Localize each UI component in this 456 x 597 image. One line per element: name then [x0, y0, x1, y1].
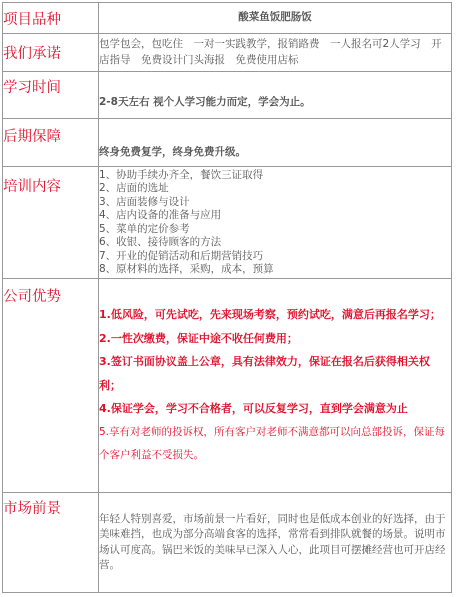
row-after [3, 119, 452, 167]
row-advantage [3, 279, 452, 493]
row-market [3, 493, 452, 593]
label-time: 学习时间 [3, 72, 99, 119]
advantage-item: 2.一性次缴费，保证中途不收任何费用； [99, 331, 298, 345]
row-time [3, 72, 452, 119]
train-item: 4、店内设备的准备与应用 [99, 209, 222, 221]
advantage-item: 4.保证学会，学习不合格者，可以反复学习，直到学会满意为止 [99, 402, 408, 416]
row-promise [3, 34, 452, 72]
train-item: 6、收银、接待顾客的方法 [99, 236, 222, 248]
advantage-item: 3.签订书面协议盖上公章，具有法律效力，保证在报名后获得相关权利； [99, 355, 430, 392]
value-after: 终身免费复学，终身免费升级。 [99, 119, 452, 167]
value-project: 酸菜鱼饭肥肠饭 [99, 3, 452, 34]
train-item: 8、原材料的选择，采购，成本，预算 [99, 263, 274, 275]
value-promise: 包学包会，包吃住 一对一实践教学，报销路费 一人报名可2人学习 开店指导 免费设计门头海报 免费使用店标 [99, 34, 452, 72]
label-promise: 我们承诺 [3, 34, 99, 72]
value-market: 年轻人特别喜爱，市场前景一片看好，同时也是低成本创业的好选择，由于美味难挡，也成为部分高端食客的选择，常常看到排队就餐的场景。说明市场认可度高。锅巴米饭的美味早已深入人心，此项目可摆摊经营也可开店经营。 [99, 493, 452, 593]
train-item: 3、店面装修与设计 [99, 195, 190, 208]
project-info-table [2, 2, 452, 593]
value-train [99, 167, 452, 279]
label-market: 市场前景 [3, 493, 99, 593]
row-train [3, 167, 452, 279]
train-item: 5、菜单的定价参考 [99, 222, 190, 235]
train-item: 1、协助手续办齐全，餐饮三证取得 [99, 168, 264, 181]
advantage-item: 5.享有对老师的投诉权，所有客户对老师不满意都可以向总部投诉，保证每个客户利益不受损失。 [99, 425, 446, 462]
train-item: 7、开业的促销活动和后期营销技巧 [99, 249, 264, 262]
value-time: 2-8天左右 视个人学习能力而定，学会为止。 [99, 72, 452, 119]
label-after: 后期保障 [3, 119, 99, 167]
advantage-item: 1.低风险，可先试吃，先来现场考察，预约试吃，满意后再报名学习； [99, 308, 441, 322]
train-item: 2、店面的选址 [99, 182, 169, 194]
label-advantage: 公司优势 [3, 279, 99, 493]
label-project: 项目品种 [3, 3, 99, 34]
value-advantage [99, 279, 452, 493]
label-train: 培训内容 [3, 167, 99, 279]
row-title [3, 3, 452, 34]
